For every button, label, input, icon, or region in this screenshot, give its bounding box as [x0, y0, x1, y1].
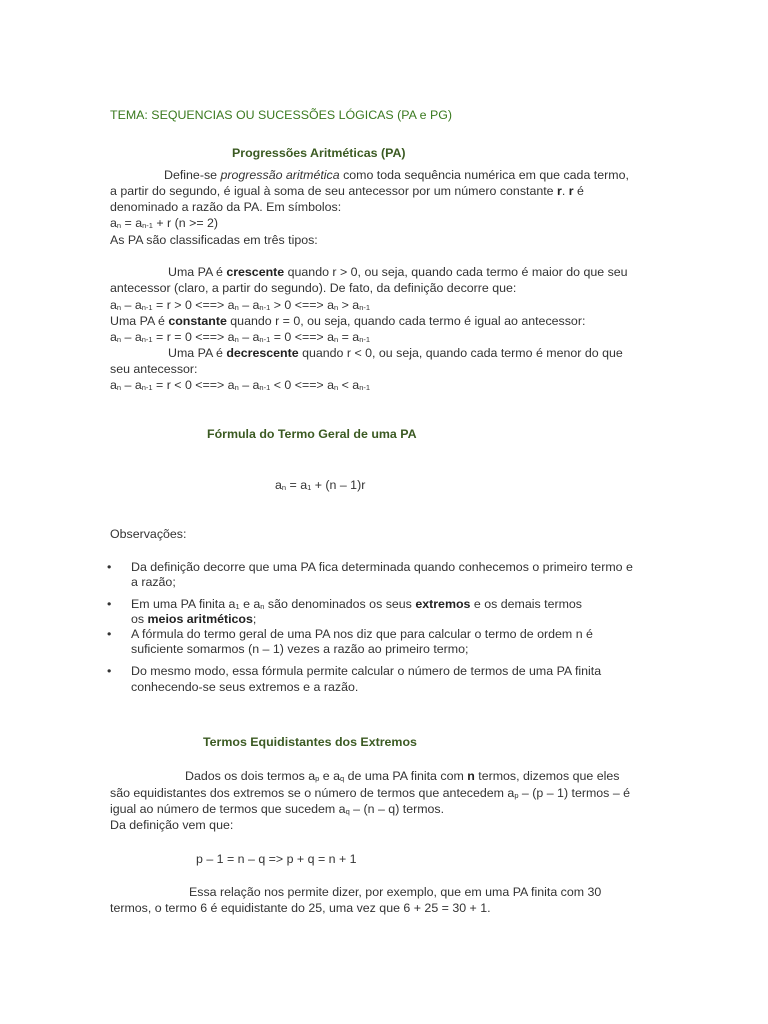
intro-line-5: As PA são classificadas em três tipos: [110, 233, 318, 247]
obs-2-line-2: os meios aritméticos; [131, 612, 257, 626]
equid-line-1: Dados os dois termos ap e aq de uma PA finita com n termos, dizemos que eles [185, 769, 620, 783]
termo-geral-heading: Fórmula do Termo Geral de uma PA [207, 427, 417, 441]
crescente-formula: an – an-1 = r > 0 <==> an – an-1 > 0 <==> an > an-1 [110, 298, 371, 312]
bullet-2: • [107, 597, 112, 611]
crescente-line-2: antecessor (claro, a partir do segundo). De fato, da definição decorre que: [110, 281, 517, 295]
crescente-line-1: Uma PA é crescente quando r > 0, ou seja, quando cada termo é maior do que seu [168, 265, 628, 279]
bullet-3: • [107, 627, 112, 641]
intro-line-3: denominado a razão da PA. Em símbolos: [110, 200, 342, 214]
obs-4-line-1: Do mesmo modo, essa fórmula permite calcular o número de termos de uma PA finita [131, 664, 602, 678]
equid-line-3: igual ao número de termos que sucedem aq – (n – q) termos. [110, 802, 445, 816]
obs-1-line-2: a razão; [131, 575, 176, 589]
pa-heading: Progressões Aritméticas (PA) [232, 146, 406, 160]
obs-1-line-1: Da definição decorre que uma PA fica determinada quando conhecemos o primeiro termo e [131, 560, 633, 574]
constante-formula: an – an-1 = r = 0 <==> an – an-1 = 0 <==> an = an-1 [110, 330, 371, 344]
constante-line-1: Uma PA é constante quando r = 0, ou seja, quando cada termo é igual ao antecessor: [110, 314, 586, 328]
document-title: TEMA: SEQUENCIAS OU SUCESSÕES LÓGICAS (PA e PG) [110, 108, 452, 122]
equidistantes-heading: Termos Equidistantes dos Extremos [203, 735, 417, 749]
recurrence-formula: an = an-1 + r (n >= 2) [110, 216, 219, 230]
observacoes-label: Observações: [110, 527, 187, 541]
equid-formula: p – 1 = n – q => p + q = n + 1 [196, 852, 357, 866]
example-line-1: Essa relação nos permite dizer, por exemplo, que em uma PA finita com 30 [189, 885, 602, 899]
obs-3-line-1: A fórmula do termo geral de uma PA nos diz que para calcular o termo de ordem n é [131, 627, 593, 641]
bullet-4: • [107, 664, 112, 678]
example-line-2: termos, o termo 6 é equidistante do 25, uma vez que 6 + 25 = 30 + 1. [110, 901, 491, 915]
decrescente-formula: an – an-1 = r < 0 <==> an – an-1 < 0 <==> an < an-1 [110, 378, 371, 392]
decrescente-line-1: Uma PA é decrescente quando r < 0, ou seja, quando cada termo é menor do que [168, 346, 623, 360]
obs-3-line-2: suficiente somarmos (n – 1) vezes a razão ao primeiro termo; [131, 642, 469, 656]
equid-line-2: são equidistantes dos extremos se o número de termos que antecedem ap – (p – 1) termos – é [110, 786, 631, 800]
decrescente-line-2: seu antecessor: [110, 362, 198, 376]
equid-line-4: Da definição vem que: [110, 818, 234, 832]
obs-4-line-2: conhecendo-se seus extremos e a razão. [131, 680, 359, 694]
bullet-1: • [107, 560, 112, 574]
termo-geral-formula: an = a1 + (n – 1)r [275, 478, 366, 492]
intro-line-2: a partir do segundo, é igual à soma de seu antecessor por um número constante r. r é [110, 184, 584, 198]
intro-line-1: Define-se progressão aritmética como toda sequência numérica em que cada termo, [164, 168, 629, 182]
obs-2-line-1: Em uma PA finita a1 e an são denominados os seus extremos e os demais termos [131, 597, 582, 611]
